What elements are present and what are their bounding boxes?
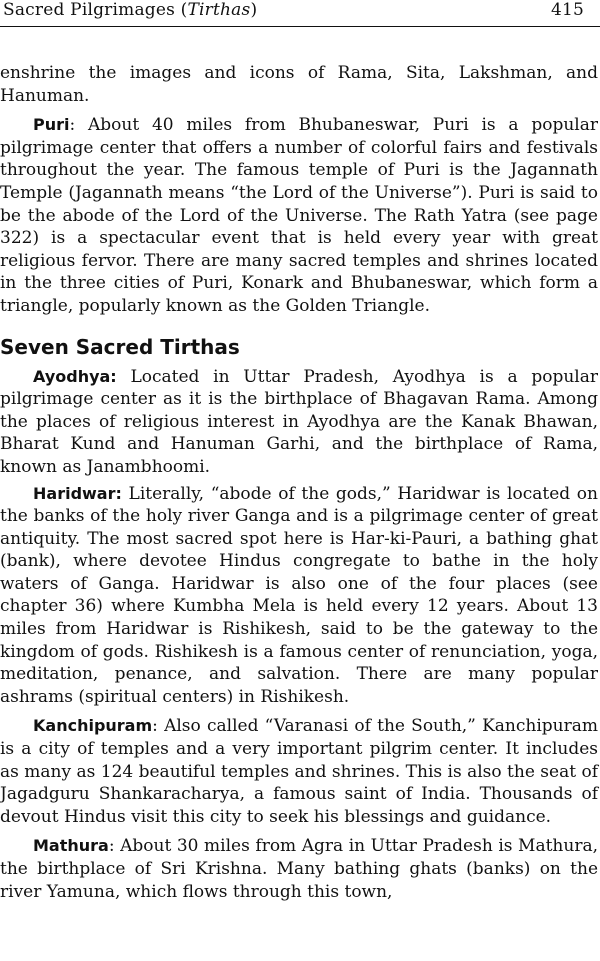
header-rule [0, 26, 600, 27]
running-title-main: Sacred Pilgrimages ( [3, 0, 188, 20]
term-puri: Puri [33, 115, 70, 135]
paragraph-haridwar [0, 483, 598, 709]
term-kanchipuram-sep: : [152, 716, 158, 737]
text-kanchipuram: Also called “Varanasi of the South,” Kanchipuram is a city of temples and a very important pilgrim center. It includes as many as 124 beautiful temples and shrines. This is also the seat of Jagadguru Shankaracharya, a famous saint of India. Thousands of devout Hindus visit this city to seek his blessings and guidance. [0, 716, 598, 827]
term-mathura-sep: : [108, 836, 115, 857]
term-kanchipuram: Kanchipuram [33, 716, 153, 736]
text-ayodhya: Located in Uttar Pradesh, Ayodhya is a popular pilgrimage center as it is the birthplace of Bhagavan Rama. Among the places of religious interest in Ayodhya are the Kanak Bhawan, Bharat Kund and Hanuman Garhi, and the birthplace of Rama, known as Janambhoomi. [0, 366, 598, 477]
running-title-italic: Tirthas [187, 0, 251, 20]
paragraph-puri [0, 114, 598, 317]
running-title-end: ) [250, 0, 258, 20]
paragraph-ayodhya [0, 366, 598, 479]
text-puri: About 40 miles from Bhubaneswar, Puri is a popular pilgrimage center that offers a number of colorful fairs and festivals throughout the year. The famous temple of Puri is the Jagannath Temple (Jagannath means “the Lord of the Universe”). Puri is said to be the abode of the Lord of the Universe. The Rath Yatra (see page 322) is a spectacular event that is held every year with great religious fervor. There are many sacred temples and shrines located in the three cities of Puri, Konark and Bhubaneswar, which form a triangle, popularly known as the Golden Triangle. [0, 115, 598, 316]
running-head [0, 0, 600, 26]
paragraph-mathura [0, 835, 598, 903]
term-mathura: Mathura [33, 836, 109, 856]
section-heading: Seven Sacred Tirthas [0, 334, 240, 359]
text-haridwar: Literally, “abode of the gods,” Haridwar is located on the banks of the holy river Ganga and is a pilgrimage center of great antiquity. The most sacred spot here is Har-ki-Pauri, a bathing ghat (bank), where devotee Hindus congregate to bathe in the holy waters of Ganga. Haridwar is also one of the four places (see chapter 36) where Kumbha Mela is held every 12 years. About 13 miles from Haridwar is Rishikesh, said to be the gateway to the kingdom of gods. Rishikesh is a famous center of renunciation, yoga, meditation, penance, and salvation. There are many popular ashrams (spiritual centers) in Rishikesh. [0, 483, 598, 707]
term-ayodhya: Ayodhya: [33, 366, 117, 386]
page-number: 415 [550, 0, 584, 20]
paragraph-kanchipuram [0, 715, 598, 828]
term-haridwar: Haridwar: [33, 483, 122, 503]
paragraph-continuation: enshrine the images and icons of Rama, Sita, Lakshman, and Hanuman. [0, 63, 598, 106]
page-body [0, 62, 598, 903]
text-mathura: About 30 miles from Agra in Uttar Pradesh is Mathura, the birthplace of Sri Krishna. Many bathing ghats (banks) on the river Yamuna, which flows through this town, [0, 836, 598, 902]
term-puri-sep: : [69, 115, 76, 136]
running-title [3, 0, 257, 20]
